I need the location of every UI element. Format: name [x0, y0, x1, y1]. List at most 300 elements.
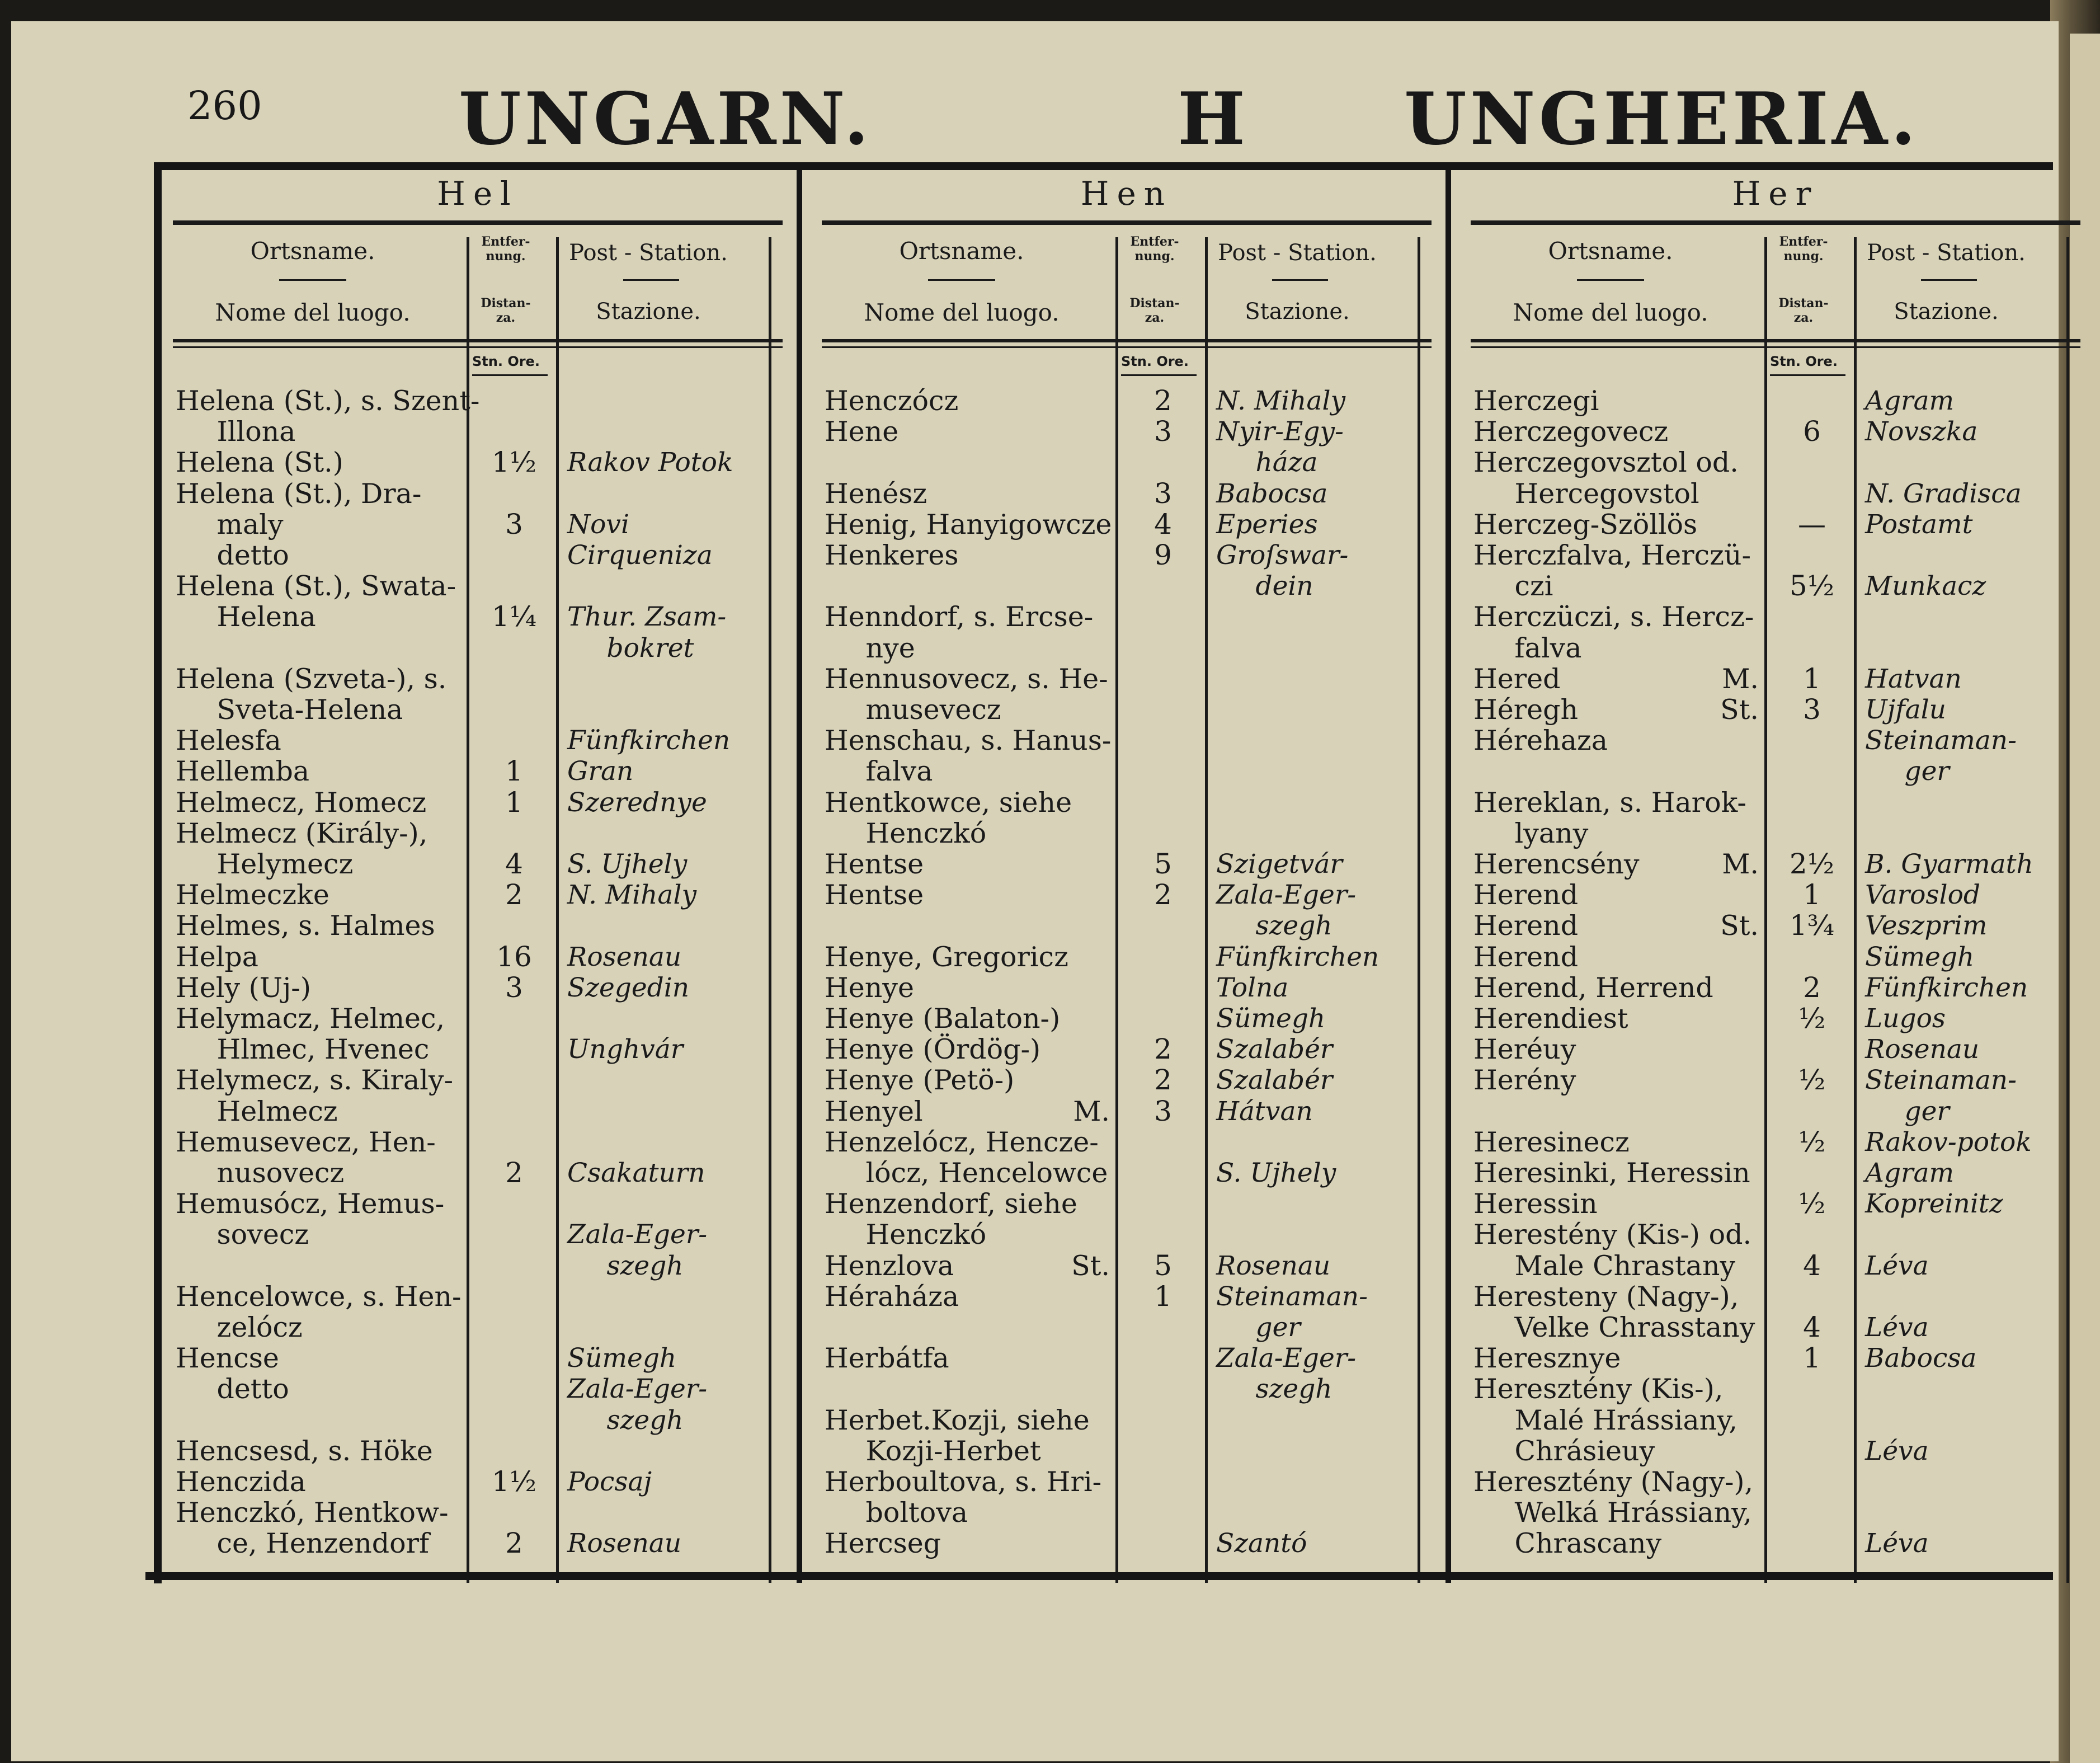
table-row [825, 540, 1412, 571]
place-name: Herczegi [1473, 385, 1599, 417]
post-station: Szalabér [1216, 1034, 1333, 1065]
post-station: Szegedin [567, 972, 690, 1003]
place-name: Hentse [825, 848, 924, 880]
header-dist-it: Distan-za. [481, 296, 531, 325]
header-name-de: Ortsname. [250, 237, 375, 265]
place-name: Welká Hrássiany, [1473, 1497, 1752, 1529]
gazetteer-table [154, 162, 2053, 1583]
post-station: Zala-Eger- [1216, 1343, 1357, 1374]
place-name: Héraháza [825, 1280, 959, 1313]
header-divider [279, 279, 346, 281]
place-name: Henye, Gregoricz [825, 941, 1068, 973]
units-label: Stn. Ore. [1770, 354, 1838, 369]
place-name: Herbet.Kozji, siehe [825, 1404, 1090, 1436]
table-row [1473, 1436, 2061, 1466]
post-station: Csakaturn [567, 1158, 705, 1188]
header-name-it: Nome del luogo. [864, 299, 1060, 326]
place-name: Heréuy [1473, 1033, 1576, 1066]
post-station: dein [1216, 571, 1313, 602]
place-name: Hercseg [825, 1527, 941, 1560]
distance-value: 1 [1154, 1280, 1172, 1313]
table-row [176, 1250, 763, 1281]
post-station: B. Gyarmath [1865, 849, 2033, 880]
distance-value: 4 [505, 848, 523, 880]
post-station: Szigetvár [1216, 849, 1343, 880]
place-name: Herbátfa [825, 1342, 949, 1375]
table-row [176, 1219, 763, 1250]
post-station: Léva [1865, 1528, 1929, 1559]
header-divider [1921, 279, 1977, 281]
units-label: Stn. Ore. [472, 354, 540, 369]
place-name: Henczida [176, 1466, 306, 1498]
post-station: Zala-Eger- [1216, 880, 1357, 911]
post-station: Rosenau [567, 1528, 682, 1559]
table-row [176, 756, 763, 787]
place-name: ce, Henzendorf [176, 1527, 430, 1560]
table-row [176, 1528, 763, 1559]
table-row [1473, 571, 2061, 601]
header-post-it: Stazione. [596, 299, 701, 325]
table-row [825, 1034, 1412, 1065]
table-row [1473, 756, 2061, 787]
place-name: Male Chrastany [1473, 1249, 1736, 1282]
place-name: Heressin [1473, 1188, 1598, 1220]
table-row [176, 725, 763, 756]
place-name: Heresteny (Nagy-), [1473, 1280, 1739, 1313]
post-station: N. Mihaly [567, 880, 697, 911]
post-station: Steinaman- [1865, 1065, 2017, 1096]
place-name: lyany [1473, 817, 1589, 849]
table-row [825, 416, 1412, 447]
table-row [825, 1374, 1412, 1404]
table-row [1473, 509, 2061, 540]
place-name: Herczegovsztol od. [1473, 446, 1739, 479]
distance-value: 2 [1803, 971, 1821, 1004]
table-row [1473, 1405, 2061, 1436]
place-name: Heresztény (Kis-), [1473, 1373, 1724, 1405]
place-name: Henész [825, 477, 927, 510]
table-row [176, 1127, 763, 1158]
table-row [1473, 478, 2061, 509]
post-station: Rosenau [1216, 1250, 1331, 1281]
place-name: Herend [1473, 910, 1579, 942]
table-row [176, 880, 763, 910]
header-post-de: Post - Station. [569, 240, 728, 266]
header-rule [1471, 339, 2080, 342]
post-station: S. Ujhely [567, 849, 688, 880]
place-name: Herend [1473, 879, 1579, 911]
table-row [1473, 540, 2061, 571]
settlement-type: M. [1722, 848, 1759, 880]
section-rule [822, 220, 1432, 225]
table-row [1473, 1188, 2061, 1219]
distance-value: 1½ [491, 446, 537, 479]
distance-value: 2 [1154, 1033, 1172, 1066]
table-row [1473, 972, 2061, 1003]
table-row [825, 1219, 1412, 1250]
place-name: Herczegovecz [1473, 416, 1669, 448]
title-german: UNGARN. [459, 77, 872, 161]
place-name: Henyel [825, 1095, 923, 1127]
distance-value: 3 [505, 507, 523, 540]
table-row [825, 1065, 1412, 1096]
distance-value: 4 [1803, 1311, 1821, 1343]
post-station: Hatvan [1865, 663, 1962, 694]
distance-value: 2 [1154, 384, 1172, 417]
place-name: Helena (Szveta-), s. [176, 662, 447, 695]
post-station: Hátvan [1216, 1096, 1313, 1127]
post-station: Ujfalu [1865, 694, 1946, 725]
table-row [176, 571, 763, 601]
table-row [1473, 880, 2061, 910]
section-label: Her [1732, 175, 1819, 213]
place-name: Henndorf, s. Ercse- [825, 601, 1094, 633]
place-name: Henye (Ördög-) [825, 1033, 1041, 1066]
place-name: falva [1473, 632, 1582, 664]
header-name-de: Ortsname. [1548, 237, 1673, 265]
post-station: Sümegh [1216, 1003, 1326, 1034]
place-name: Helmecz, Homecz [176, 786, 427, 819]
place-name: musevecz [825, 694, 1001, 726]
table-row [1473, 1250, 2061, 1281]
header-name-it: Nome del luogo. [215, 299, 411, 326]
post-station: N. Mihaly [1216, 385, 1346, 416]
table-row [1473, 910, 2061, 941]
post-station: Rakov-potok [1865, 1126, 2032, 1158]
post-station: ger [1865, 756, 1950, 787]
post-station: Thur. Zsam- [567, 601, 727, 633]
place-name: Hercegovstol [1473, 477, 1699, 510]
table-row [825, 1188, 1412, 1219]
table-row [1473, 1158, 2061, 1188]
table-row [825, 1466, 1412, 1497]
post-station: szegh [1216, 910, 1332, 942]
title-italian: UNGHERIA. [1404, 77, 1919, 161]
place-name: Helymecz [176, 848, 354, 880]
place-name: Herczfalva, Herczü- [1473, 539, 1751, 571]
table-row [1473, 1312, 2061, 1343]
table-row [825, 725, 1412, 756]
post-station: Zala-Eger- [567, 1374, 708, 1405]
table-bottom-rule [145, 1572, 2053, 1580]
distance-value: 2 [1154, 878, 1172, 911]
section-her [1459, 170, 2092, 1583]
table-row [176, 1374, 763, 1404]
distance-value: 16 [496, 940, 532, 973]
place-name: falva [825, 755, 933, 788]
place-name: Chrásieuy [1473, 1435, 1655, 1467]
place-name: Heresinecz [1473, 1126, 1630, 1158]
place-name: Sveta-Helena [176, 694, 403, 726]
post-station: Tolna [1216, 972, 1289, 1003]
section-label: Hen [1080, 175, 1173, 213]
table-row [825, 1127, 1412, 1158]
distance-value: 2 [505, 1527, 523, 1560]
post-station: Léva [1865, 1250, 1929, 1281]
table-row [176, 478, 763, 509]
post-station: Fünfkirchen [567, 725, 731, 756]
post-station: Kopreinitz [1865, 1188, 2003, 1220]
section-separator [1445, 170, 1451, 1583]
post-station: Zala-Eger- [567, 1219, 708, 1250]
place-name: Herencsény [1473, 848, 1640, 880]
table-row [176, 1003, 763, 1034]
place-name: Helena (St.) [176, 446, 343, 479]
section-right-rule [2066, 237, 2069, 1583]
place-name: Helpa [176, 941, 258, 973]
settlement-type: M. [1722, 662, 1759, 695]
post-station: Szantó [1216, 1528, 1307, 1559]
table-row [1473, 818, 2061, 849]
post-station: háza [1216, 447, 1318, 478]
table-row [176, 1466, 763, 1497]
place-name: Henczkó [825, 817, 987, 849]
table-row [176, 1188, 763, 1219]
table-row [176, 447, 763, 478]
section-right-rule [769, 237, 771, 1583]
place-name: Hemusevecz, Hen- [176, 1126, 436, 1158]
table-row [1473, 601, 2061, 632]
header-dist-it: Distan-za. [1129, 296, 1180, 325]
place-name: Hellemba [176, 755, 310, 788]
post-station: Agram [1865, 1158, 1955, 1188]
distance-value: 1½ [491, 1465, 537, 1498]
post-station: Unghvár [567, 1034, 684, 1065]
units-label: Stn. Ore. [1121, 354, 1189, 369]
section-rule [1471, 220, 2080, 225]
post-station: Rosenau [1865, 1034, 1980, 1065]
table-row [176, 1405, 763, 1436]
table-row [825, 633, 1412, 664]
place-name: Herény [1473, 1064, 1576, 1097]
distance-value: 4 [1803, 1249, 1821, 1282]
place-name: Heresinki, Heressin [1473, 1157, 1750, 1189]
header-dist-de: Entfer-nung. [1130, 234, 1179, 264]
header-name-it: Nome del luogo. [1513, 299, 1708, 326]
header-post-de: Post - Station. [1867, 240, 2026, 266]
table-row [1473, 1374, 2061, 1404]
post-station: Groſswar- [1216, 540, 1349, 571]
table-row [825, 1497, 1412, 1528]
place-name: Hencsesd, s. Höke [176, 1435, 433, 1467]
post-station: Sümegh [1865, 941, 1975, 972]
place-name: detto [176, 1373, 289, 1405]
table-row [1473, 787, 2061, 818]
post-station: Nyir-Egy- [1216, 416, 1344, 448]
place-name: Henye [825, 971, 914, 1004]
place-name: Helymecz, s. Kiraly- [176, 1064, 454, 1097]
place-name: Helena [176, 601, 316, 633]
header-rule [822, 346, 1432, 348]
settlement-type: St. [1720, 694, 1759, 726]
place-name: Herboultova, s. Hri- [825, 1466, 1102, 1498]
table-row [825, 849, 1412, 880]
place-name: Héregh [1473, 694, 1579, 726]
table-row [1473, 385, 2061, 416]
place-name: Hlmec, Hvenec [176, 1033, 430, 1066]
place-name: Helmecz (Király-), [176, 817, 428, 849]
table-row [176, 1281, 763, 1312]
table-row [825, 972, 1412, 1003]
place-name: Henye (Petö-) [825, 1064, 1015, 1097]
header-rule [173, 346, 783, 348]
header-rule [822, 339, 1432, 342]
place-name: nusovecz [176, 1157, 345, 1189]
table-row [825, 571, 1412, 601]
header-name-de: Ortsname. [899, 237, 1024, 265]
distance-value: 2½ [1789, 848, 1835, 880]
distance-value: 2 [1154, 1064, 1172, 1097]
post-station: Varoslod [1865, 880, 1980, 911]
table-row [176, 509, 763, 540]
table-row [176, 1065, 763, 1096]
place-name: maly [176, 508, 284, 540]
table-row [1473, 664, 2061, 694]
table-row [176, 416, 763, 447]
place-name: Hene [825, 416, 899, 448]
post-station: szegh [567, 1404, 684, 1436]
place-name: Helesfa [176, 725, 281, 757]
table-row [825, 1436, 1412, 1466]
table-row [825, 478, 1412, 509]
place-name: Hencse [176, 1342, 279, 1375]
table-row [176, 1497, 763, 1528]
distance-value: 1 [1803, 662, 1821, 695]
table-row [176, 1312, 763, 1343]
place-name: Helena (St.), s. Szent- [176, 385, 480, 417]
place-name: detto [176, 539, 289, 571]
section-right-rule [1418, 237, 1420, 1583]
place-name: Heresztény (Nagy-), [1473, 1466, 1754, 1498]
place-name: Henczkó [825, 1219, 987, 1251]
table-row [1473, 1219, 2061, 1250]
section-separator [797, 170, 802, 1583]
place-name: boltova [825, 1497, 968, 1529]
place-name: lócz, Hencelowce [825, 1157, 1108, 1189]
header-divider [623, 279, 679, 281]
table-row [1473, 1034, 2061, 1065]
post-station: Szalabér [1216, 1065, 1333, 1096]
table-row [176, 633, 763, 664]
post-station: Lugos [1865, 1003, 1946, 1034]
section-label: Hel [437, 175, 519, 213]
post-station: szegh [1216, 1374, 1332, 1405]
post-station: Veszprim [1865, 910, 1988, 942]
table-row [176, 910, 763, 941]
table-row [825, 1096, 1412, 1127]
table-row [825, 447, 1412, 478]
place-name: Henzendorf, siehe [825, 1188, 1077, 1220]
place-name: Helmes, s. Halmes [176, 910, 435, 942]
settlement-type: St. [1720, 910, 1759, 942]
header-divider [1577, 279, 1644, 281]
post-station: szegh [567, 1250, 684, 1281]
post-station: bokret [567, 632, 694, 664]
place-name: Heresznye [1473, 1342, 1621, 1375]
post-station: Postamt [1865, 509, 1973, 540]
distance-value: 1 [1803, 878, 1821, 911]
table-row [1473, 1528, 2061, 1559]
settlement-type: St. [1071, 1249, 1110, 1282]
distance-value: 1 [505, 755, 523, 788]
table-row [176, 1436, 763, 1466]
table-row [176, 601, 763, 632]
table-row [1473, 416, 2061, 447]
place-name: Kozji-Herbet [825, 1435, 1041, 1467]
distance-value: 1 [1803, 1342, 1821, 1375]
place-name: zelócz [176, 1311, 303, 1343]
header-dist-de: Entfer-nung. [1779, 234, 1828, 264]
place-name: sovecz [176, 1219, 309, 1251]
section-hen [811, 170, 1443, 1583]
place-name: Henye (Balaton-) [825, 1003, 1061, 1035]
settlement-type: M. [1073, 1095, 1110, 1127]
table-row [825, 787, 1412, 818]
post-station: Szerednye [567, 787, 707, 818]
table-row [825, 756, 1412, 787]
table-row [825, 1528, 1412, 1559]
place-name: Hereklan, s. Harok- [1473, 786, 1746, 819]
place-name: czi [1473, 570, 1553, 603]
place-name: Helena (St.), Swata- [176, 570, 456, 603]
place-name: Henig, Hanyigowcze [825, 508, 1112, 540]
table-row [176, 694, 763, 725]
post-station: Novszka [1865, 416, 1978, 448]
distance-value: — [1798, 507, 1826, 540]
header-post-it: Stazione. [1894, 299, 1999, 325]
post-station: Fünfkirchen [1216, 941, 1379, 972]
distance-value: 3 [505, 971, 523, 1004]
distance-value: 1¾ [1789, 909, 1835, 942]
units-rule [472, 374, 548, 376]
table-row [1473, 1065, 2061, 1096]
distance-value: 6 [1803, 415, 1821, 448]
table-row [176, 849, 763, 880]
post-station: Gran [567, 756, 634, 787]
table-row [1473, 633, 2061, 664]
place-name: Henczócz [825, 385, 959, 417]
units-rule [1770, 374, 1845, 376]
table-row [176, 1158, 763, 1188]
post-station: S. Ujhely [1216, 1158, 1336, 1188]
post-station: N. Gradisca [1865, 478, 2022, 509]
header-rule [1471, 346, 2080, 348]
table-row [176, 540, 763, 571]
table-row [176, 385, 763, 416]
place-name: Herend [1473, 941, 1579, 973]
post-station: Steinaman- [1865, 725, 2017, 756]
post-station: Sümegh [567, 1343, 677, 1374]
post-station: Munkacz [1865, 571, 1986, 602]
table-row [176, 664, 763, 694]
place-name: Hemusócz, Hemus- [176, 1188, 445, 1220]
post-station: Rakov Potok [567, 447, 733, 478]
table-row [176, 942, 763, 972]
table-row [825, 1158, 1412, 1188]
place-name: Hentse [825, 879, 924, 911]
post-station: ger [1865, 1096, 1950, 1127]
distance-value: 2 [505, 1156, 523, 1189]
table-row [1473, 725, 2061, 756]
distance-value: ½ [1798, 1064, 1826, 1097]
distance-value: 5 [1154, 1249, 1172, 1282]
post-station: Babocsa [1865, 1343, 1977, 1374]
place-name: Illona [176, 416, 296, 448]
distance-value: 9 [1154, 539, 1172, 571]
header-divider [928, 279, 995, 281]
place-name: Herczüczi, s. Hercz- [1473, 601, 1754, 633]
distance-value: 3 [1154, 415, 1172, 448]
